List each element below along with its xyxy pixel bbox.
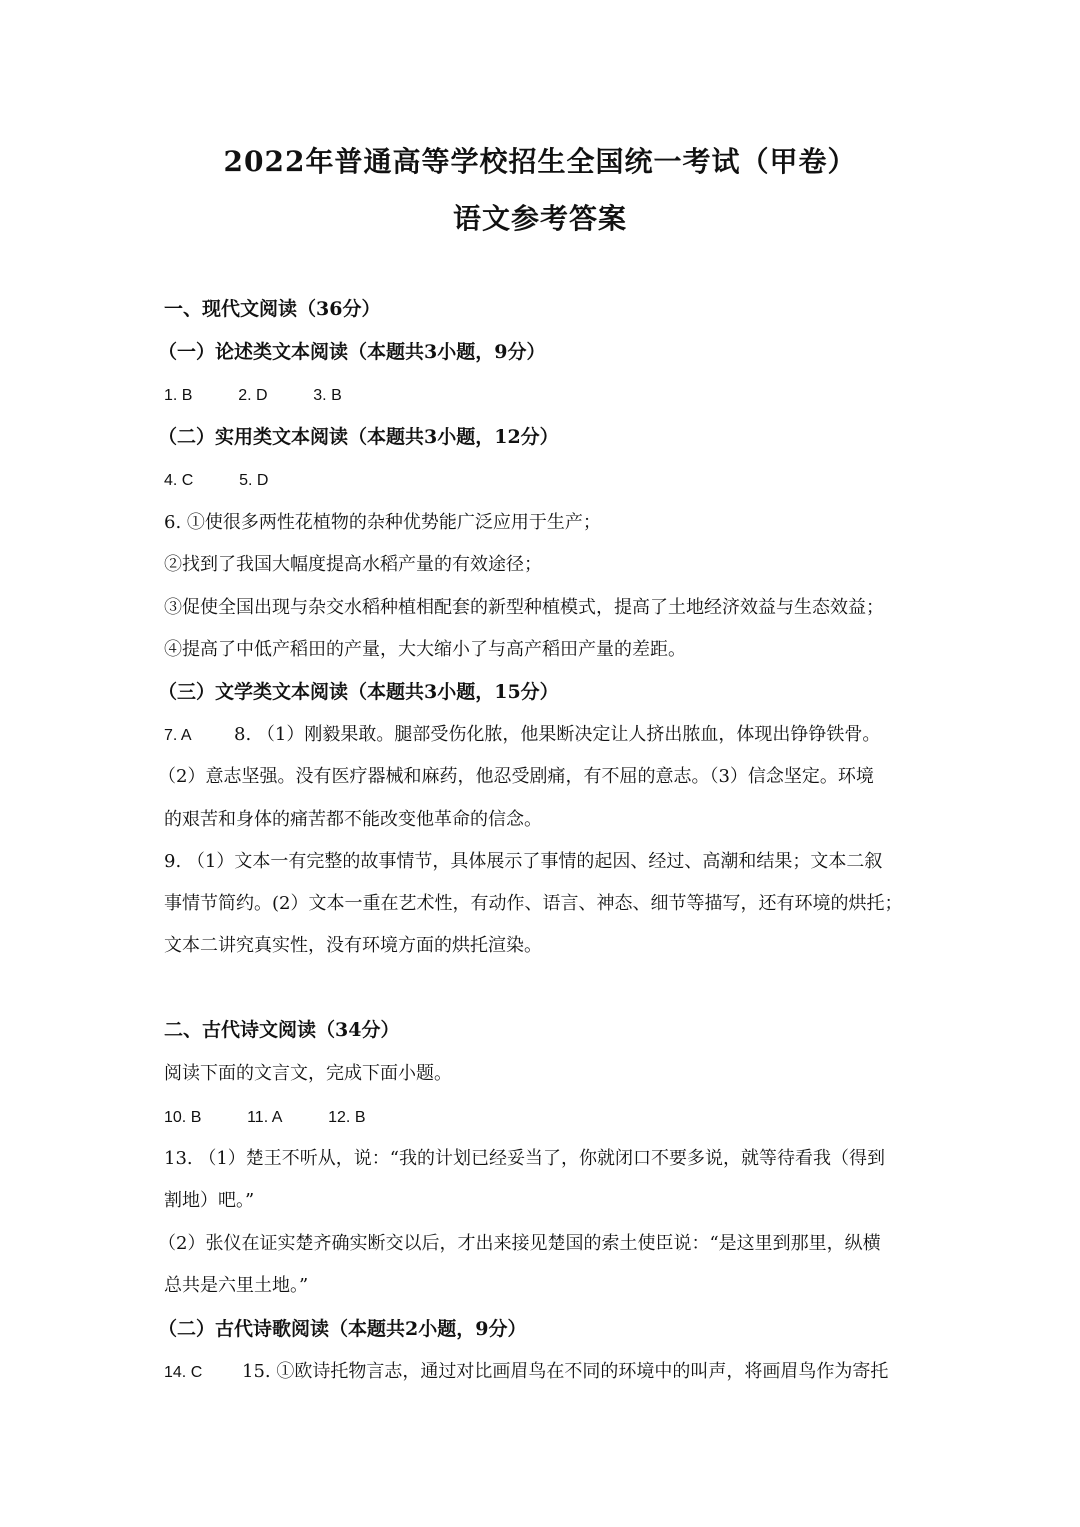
answer-text: 割地）吧。”	[164, 1190, 255, 1211]
answer-item: 1. B	[164, 387, 193, 404]
part-heading: （一）论述类文本阅读（本题共3小题，9分）	[158, 341, 546, 363]
answer-text: ④提高了中低产稻田的产量，大大缩小了与高产稻田产量的差距。	[164, 639, 686, 660]
answer-item: 10. B	[164, 1109, 202, 1126]
answer-text: 6. ①使很多两性花植物的杂种优势能广泛应用于生产；	[164, 512, 601, 533]
answer-text: 8. （1）刚毅果敢。腿部受伤化脓，他果断决定让人挤出脓血，体现出铮铮铁骨。	[234, 724, 881, 745]
answer-item: 2. D	[238, 387, 268, 404]
answer-text: 的艰苦和身体的痛苦都不能改变他革命的信念。	[164, 809, 542, 830]
answer-row	[164, 467, 924, 494]
answer-item: 7. A	[164, 727, 192, 744]
part-heading: （二）实用类文本阅读（本题共3小题，12分）	[158, 426, 559, 448]
answer-row	[164, 1359, 924, 1386]
answer-item: 4. C	[164, 472, 194, 489]
answer-text: 9. （1）文本一有完整的故事情节，具体展示了事情的起因、经过、高潮和结果；文本二叙	[164, 851, 883, 872]
answer-row	[164, 382, 924, 409]
answer-text: （2）张仪在证实楚齐确实断交以后，才出来接见楚国的索土使臣说：“是这里到那里，纵横	[158, 1233, 881, 1254]
document-subtitle: 语文参考答案	[452, 202, 627, 235]
answer-text: ②找到了我国大幅度提高水稻产量的有效途径；	[164, 554, 542, 575]
answer-item: 12. B	[328, 1109, 366, 1126]
section-heading: 二、古代诗文阅读（34分）	[164, 1019, 400, 1041]
part-heading: （二）古代诗歌阅读（本题共2小题，9分）	[158, 1318, 527, 1340]
part-heading: （三）文学类文本阅读（本题共3小题，15分）	[158, 681, 559, 703]
answer-text: ③促使全国出现与杂交水稻种植相配套的新型种植模式，提高了土地经济效益与生态效益；	[164, 597, 884, 618]
section-heading: 一、现代文阅读（36分）	[164, 298, 381, 320]
answer-item: 5. D	[239, 472, 269, 489]
answer-item: 3. B	[313, 387, 342, 404]
answer-text: 事情节简约。(2）文本一重在艺术性，有动作、语言、神态、细节等描写，还有环境的烘托；	[164, 893, 903, 914]
answer-text: 13. （1）楚王不听从，说：“我的计划已经妥当了，你就闭口不要多说，就等待看我（得到	[164, 1148, 885, 1169]
answer-text: 15. ①欧诗托物言志，通过对比画眉鸟在不同的环境中的叫声，将画眉鸟作为寄托	[242, 1361, 889, 1382]
answer-row	[164, 1104, 924, 1131]
answer-text: （2）意志坚强。没有医疗器械和麻药，他忍受剧痛，有不屈的意志。（3）信念坚定。环境	[158, 766, 874, 787]
document-title: 2022年普通高等学校招生全国统一考试（甲卷）	[223, 145, 857, 178]
answer-row	[164, 722, 924, 749]
answer-item: 14. C	[164, 1364, 203, 1381]
instruction-text: 阅读下面的文言文，完成下面小题。	[164, 1063, 452, 1084]
answer-item: 11. A	[247, 1109, 283, 1126]
answer-text: 总共是六里土地。”	[164, 1275, 309, 1296]
answer-text: 文本二讲究真实性，没有环境方面的烘托渲染。	[164, 935, 542, 956]
